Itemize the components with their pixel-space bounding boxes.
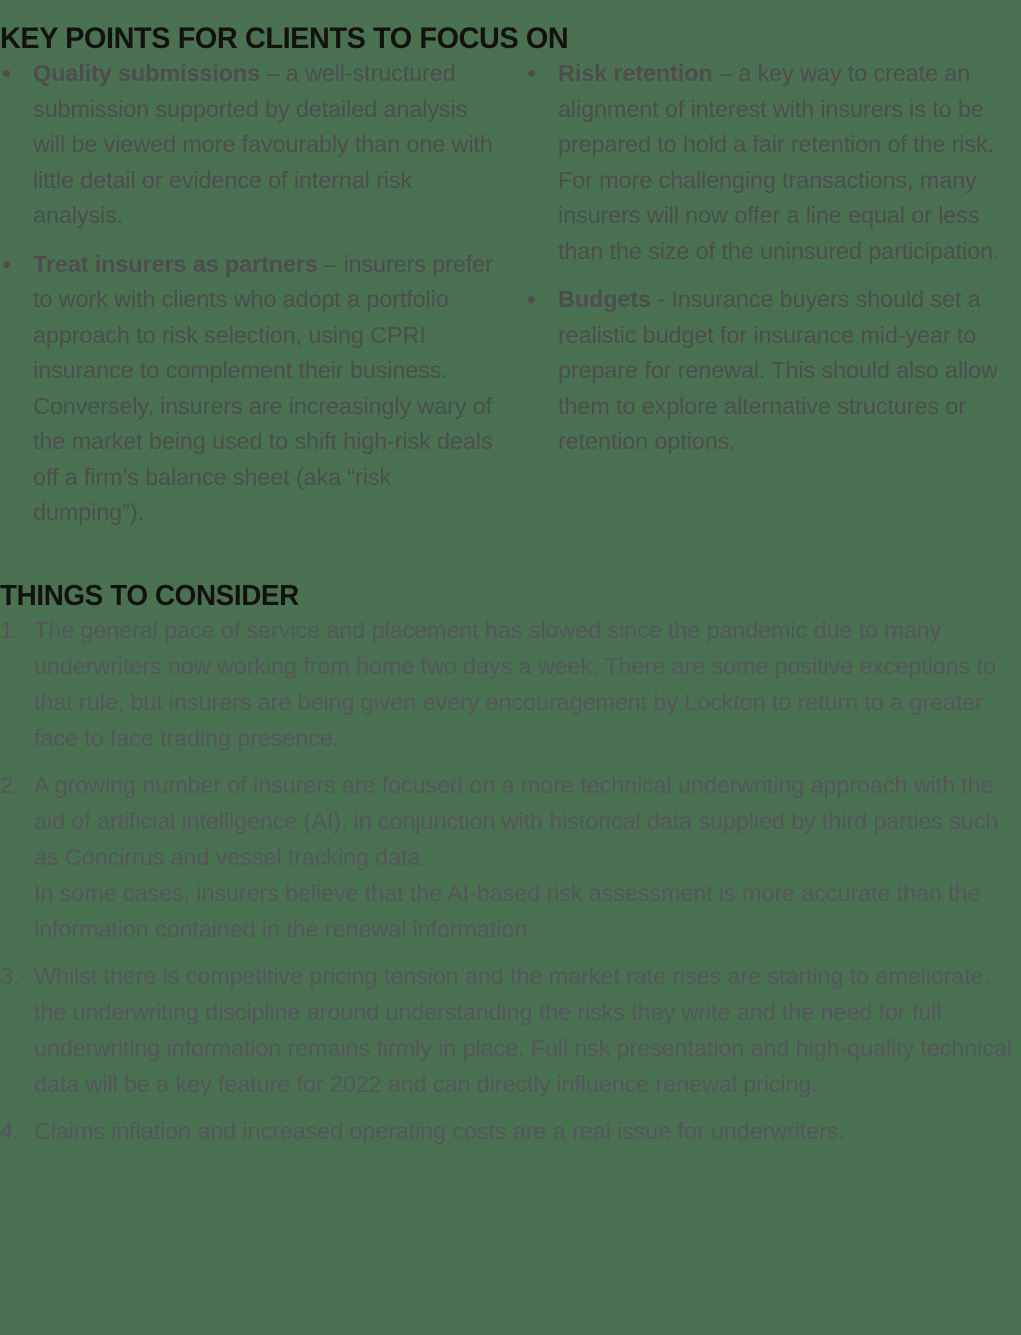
key-points-heading: KEY POINTS FOR CLIENTS TO FOCUS ON bbox=[0, 22, 569, 56]
list-item-text: Claims inflation and increased operating costs are a real issue for underwriters. bbox=[34, 1118, 845, 1144]
bullet-dot-icon bbox=[528, 296, 535, 303]
bullet-dot-icon bbox=[3, 70, 10, 77]
list-item bbox=[0, 56, 495, 234]
list-item bbox=[525, 282, 1021, 460]
list-item-lead: Risk retention bbox=[558, 60, 713, 86]
list-item-number: 2. bbox=[0, 772, 20, 798]
list-item-body: – a key way to create an alignment of interest with insurers is to be prepared to hold a fair retention of the risk. For more challenging transactions, many insurers will now offer a line equal or less than the size of the uninsured participation. bbox=[558, 60, 1000, 264]
list-item-body: – a well-structured submission supported by detailed analysis will be viewed more favourably than one with little detail or evidence of internal risk analysis. bbox=[33, 60, 493, 228]
list-item-number: 4. bbox=[0, 1118, 20, 1144]
list-item bbox=[0, 767, 1021, 947]
list-item-number: 3. bbox=[0, 963, 20, 989]
key-points-right-column bbox=[505, 56, 1021, 460]
list-item-lead: Budgets bbox=[558, 286, 651, 312]
list-item bbox=[0, 247, 495, 531]
list-item-lead: Quality submissions bbox=[33, 60, 260, 86]
things-to-consider-heading: THINGS TO CONSIDER bbox=[0, 580, 299, 613]
list-item-text: Whilst there is competitive pricing tension and the market rate rises are starting to ameliorate, the underwriting discipline around understanding the risks they write and the need for full underwriting information remains firmly in place. Full risk presentation and high-quality technical data will be a key feature for 2022 and can directly influence renewal pricing. bbox=[34, 963, 1012, 1097]
key-points-left-column bbox=[0, 56, 505, 531]
key-points-columns bbox=[0, 56, 1021, 531]
list-item bbox=[0, 612, 1021, 756]
things-to-consider-list bbox=[0, 612, 1021, 1149]
bullet-dot-icon bbox=[528, 70, 535, 77]
list-item bbox=[0, 1113, 1021, 1149]
list-item-lead: Treat insurers as partners bbox=[33, 250, 318, 277]
key-points-right-list bbox=[525, 56, 1021, 460]
list-item bbox=[525, 56, 1021, 269]
list-item-text: A growing number of insurers are focused on a more technical underwriting approach with the aid of artificial intelligence (AI), in conjunction with historical data supplied by third parties such as Concirrus and vessel tracking data. bbox=[34, 772, 999, 870]
list-item-text-2: In some cases, insurers believe that the AI-based risk assessment is more accurate than the information contained in the renewal information. bbox=[34, 880, 981, 942]
list-item-text: The general pace of service and placement has slowed since the pandemic due to many underwriters now working from home two days a week. There are some positive exceptions to that rule, but insurers are being given every encouragement by Lockton to return to a greater face to face trading presence. bbox=[34, 617, 996, 751]
list-item-body: – insurers prefer to work with clients who adopt a portfolio approach to risk selection, using CPRI insurance to complement their business. Conversely, insurers are increasingly wary of the market being used to shift high-risk deals off a firm’s balance sheet (aka “risk dumping”). bbox=[33, 250, 493, 525]
list-item-body: - Insurance buyers should set a realistic budget for insurance mid-year to prepare for renewal. This should also allow them to explore alternative structures or retention options. bbox=[558, 286, 998, 454]
list-item-number: 1. bbox=[0, 617, 20, 643]
key-points-left-list bbox=[0, 56, 495, 531]
bullet-dot-icon bbox=[3, 261, 10, 268]
list-item bbox=[0, 958, 1021, 1102]
